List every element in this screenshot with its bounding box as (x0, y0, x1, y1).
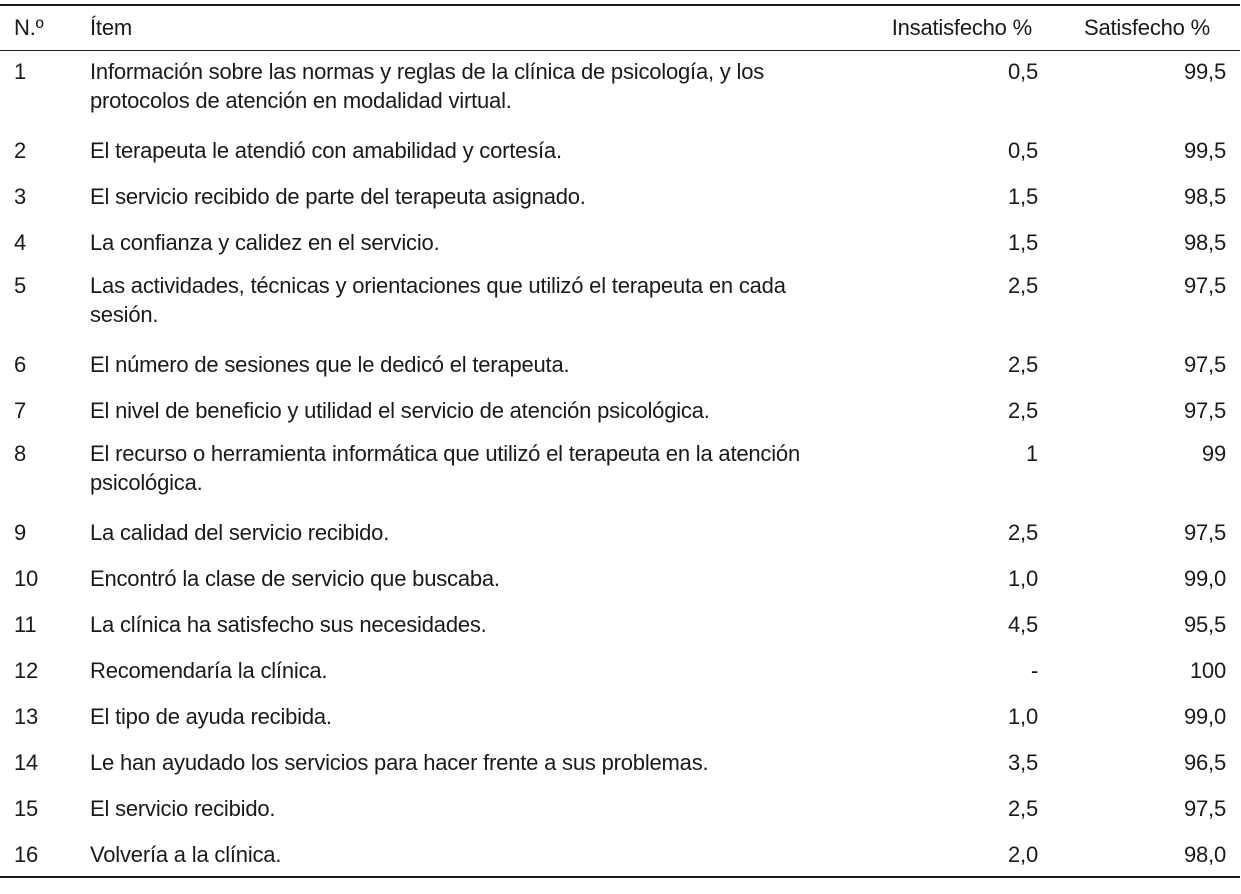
row-item: El nivel de beneficio y utilidad el servicio de atención psicológica. (90, 397, 710, 423)
row-item: La confianza y calidez en el servicio. (90, 229, 440, 255)
row-insatisfecho: 1,0 (1008, 565, 1038, 591)
row-number: 10 (14, 565, 39, 591)
row-item: Recomendaría la clínica. (90, 657, 328, 683)
row-number: 11 (14, 611, 37, 637)
row-number: 13 (14, 703, 39, 729)
table-row (0, 831, 1240, 877)
row-item: Encontró la clase de servicio que buscaba. (90, 565, 500, 591)
table-row (0, 265, 1240, 341)
row-insatisfecho: 2,0 (1008, 841, 1038, 867)
row-satisfecho: 97,5 (1183, 272, 1226, 298)
row-item: El terapeuta le atendió con amabilidad y cortesía. (90, 137, 562, 163)
satisfaction-table (0, 4, 1240, 878)
row-satisfecho: 100 (1189, 657, 1226, 683)
row-number: 4 (14, 229, 27, 255)
row-item: El servicio recibido. (90, 795, 276, 821)
row-item: Información sobre las normas y reglas de la clínica de psicología, y los protocolos de atención en modalidad virtual. (90, 59, 765, 113)
row-insatisfecho: 2,5 (1008, 272, 1038, 298)
table-row (0, 51, 1240, 127)
row-number: 3 (14, 183, 27, 209)
row-item: El número de sesiones que le dedicó el terapeuta. (90, 351, 570, 377)
table-row (0, 219, 1240, 265)
table-row (0, 785, 1240, 831)
row-item: El recurso o herramienta informática que utilizó el terapeuta en la atención psicológica. (90, 440, 800, 495)
row-satisfecho: 97,5 (1183, 795, 1226, 821)
table-body (0, 51, 1240, 877)
table-row (0, 555, 1240, 601)
row-insatisfecho: 1,5 (1008, 183, 1038, 209)
table-row (0, 509, 1240, 555)
row-number: 1 (14, 59, 27, 84)
row-item: Las actividades, técnicas y orientaciones que utilizó el terapeuta en cada sesión. (90, 272, 786, 327)
row-satisfecho: 99 (1201, 440, 1226, 466)
row-insatisfecho: 0,5 (1008, 59, 1038, 84)
header-number: N.º (14, 15, 44, 40)
satisfaction-table-container (0, 4, 1240, 878)
table-header (0, 5, 1240, 51)
header-row (0, 5, 1240, 51)
row-item: Le han ayudado los servicios para hacer frente a sus problemas. (90, 749, 709, 775)
row-satisfecho: 96,5 (1183, 749, 1226, 775)
row-item: La calidad del servicio recibido. (90, 519, 390, 545)
row-number: 5 (14, 272, 27, 298)
row-number: 2 (14, 137, 27, 163)
table-row (0, 173, 1240, 219)
row-number: 9 (14, 519, 27, 545)
row-satisfecho: 98,0 (1183, 841, 1226, 867)
row-satisfecho: 99,0 (1183, 565, 1226, 591)
row-insatisfecho: 1,0 (1008, 703, 1038, 729)
row-insatisfecho: 1 (1025, 440, 1038, 466)
row-insatisfecho: - (1030, 657, 1038, 683)
row-satisfecho: 98,5 (1183, 229, 1226, 255)
row-satisfecho: 97,5 (1183, 519, 1226, 545)
header-insatisfecho: Insatisfecho % (891, 15, 1032, 40)
row-satisfecho: 99,5 (1183, 59, 1226, 84)
row-insatisfecho: 2,5 (1008, 397, 1038, 423)
row-number: 8 (14, 440, 27, 466)
row-insatisfecho: 2,5 (1008, 351, 1038, 377)
table-row (0, 693, 1240, 739)
row-satisfecho: 97,5 (1183, 351, 1226, 377)
table-row (0, 433, 1240, 509)
table-row (0, 127, 1240, 173)
row-satisfecho: 99,0 (1183, 703, 1226, 729)
header-item: Ítem (90, 15, 132, 40)
row-number: 15 (14, 795, 39, 821)
row-number: 7 (14, 397, 27, 423)
row-insatisfecho: 1,5 (1008, 229, 1038, 255)
row-insatisfecho: 2,5 (1008, 519, 1038, 545)
row-insatisfecho: 3,5 (1008, 749, 1038, 775)
row-insatisfecho: 4,5 (1008, 611, 1038, 637)
row-number: 12 (14, 657, 39, 683)
header-satisfecho: Satisfecho % (1083, 15, 1210, 40)
table-row (0, 387, 1240, 433)
table-row (0, 647, 1240, 693)
row-item: El servicio recibido de parte del terapeuta asignado. (90, 183, 586, 209)
row-insatisfecho: 0,5 (1008, 137, 1038, 163)
row-number: 6 (14, 351, 27, 377)
table-row (0, 601, 1240, 647)
row-number: 16 (14, 841, 39, 867)
row-satisfecho: 95,5 (1183, 611, 1226, 637)
row-satisfecho: 98,5 (1183, 183, 1226, 209)
row-insatisfecho: 2,5 (1008, 795, 1038, 821)
row-satisfecho: 99,5 (1183, 137, 1226, 163)
row-item: Volvería a la clínica. (90, 841, 282, 867)
table-row (0, 739, 1240, 785)
row-item: El tipo de ayuda recibida. (90, 703, 332, 729)
row-number: 14 (14, 749, 39, 775)
row-satisfecho: 97,5 (1183, 397, 1226, 423)
table-row (0, 341, 1240, 387)
row-item: La clínica ha satisfecho sus necesidades. (90, 611, 487, 637)
